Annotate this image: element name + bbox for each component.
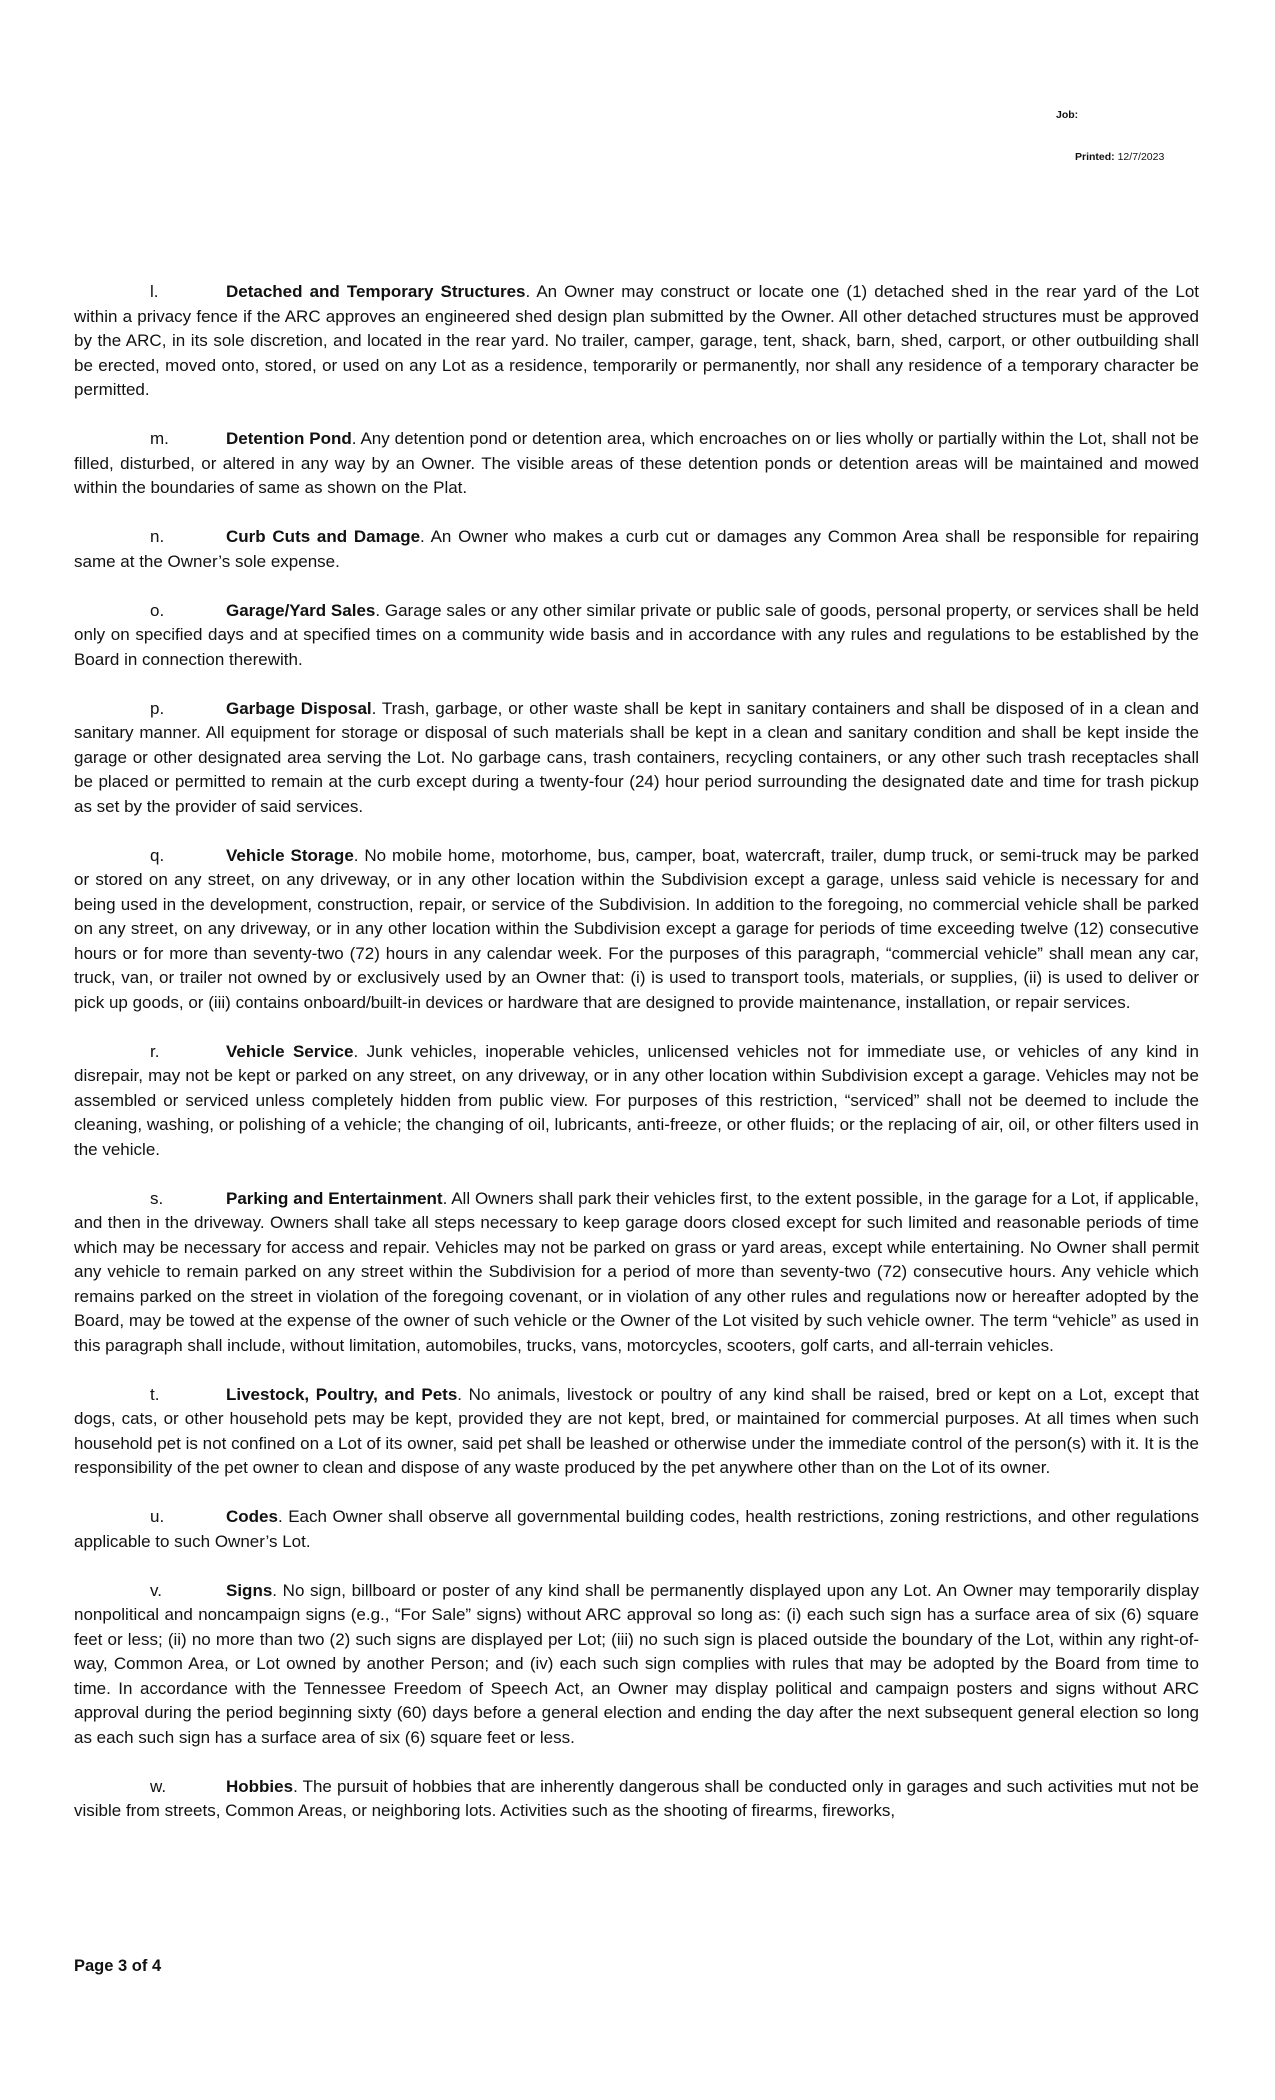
section-letter: r. bbox=[150, 1041, 160, 1061]
section-letter: s. bbox=[150, 1188, 164, 1208]
section-letter: t. bbox=[150, 1384, 160, 1404]
header-job-label bbox=[1056, 109, 1078, 121]
section-q bbox=[74, 844, 1199, 1016]
section-m bbox=[74, 427, 1199, 501]
section-letter: o. bbox=[150, 600, 165, 620]
section-letter: p. bbox=[150, 698, 165, 718]
section-body: . An Owner who makes a curb cut or damages any Common Area shall be responsible for repairing same at the Owner’s sole expense. bbox=[74, 527, 1199, 571]
section-body: . No mobile home, motorhome, bus, camper, boat, watercraft, trailer, dump truck, or semi-truck may be parked or stored on any street, on any driveway, or in any other location within the Subdivision except a garage, unless said vehicle is necessary for and being used in the development, construction, repair, or service of the Subdivision. In addition to the foregoing, no commercial vehicle shall be parked on any street, on any driveway, or in any other location within the Subdivision except a garage for periods of time exceeding twelve (12) consecutive hours or for more than seventy-two (72) hours in any calendar week. For the purposes of this paragraph, “commercial vehicle” shall mean any car, truck, van, or trailer not owned by or exclusively used by an Owner that: (i) is used to transport tools, materials, or supplies, (ii) is used to deliver or pick up goods, or (iii) contains onboard/built-in devices or hardware that are designed to provide maintenance, installation, or repair services. bbox=[74, 845, 1199, 1012]
section-letter: q. bbox=[150, 845, 165, 865]
section-w bbox=[74, 1775, 1199, 1824]
section-heading: Detached and Temporary Structures bbox=[226, 282, 526, 301]
section-body: . Any detention pond or detention area, which encroaches on or lies wholly or partially within the Lot, shall not be filled, disturbed, or altered in any way by an Owner. The visible areas of these detention ponds or detention areas will be maintained and mowed within the boundaries of same as shown on the Plat. bbox=[74, 429, 1199, 497]
section-letter: u. bbox=[150, 1507, 165, 1526]
section-heading: Garage/Yard Sales bbox=[226, 600, 376, 620]
section-body: . All Owners shall park their vehicles first, to the extent possible, in the garage for a Lot, if applicable, and then in the driveway. Owners shall take all steps necessary to keep garage doors closed except for such limited and reasonable periods of time which may be necessary for access and repair. Vehicles may not be parked on grass or yard areas, except while entertaining. No Owner shall permit any vehicle to remain parked on any street within the Subdivision for a period of more than seventy-two (72) consecutive hours. Any vehicle which remains parked on the street in violation of the foregoing covenant, or in violation of any other rules and regulations now or hereafter adopted by the Board, may be towed at the expense of the owner of such vehicle or the Owner of the Lot visited by such vehicle owner. The term “vehicle” as used in this paragraph shall include, without limitation, automobiles, trucks, vans, motorcycles, scooters, golf carts, and all-terrain vehicles. bbox=[74, 1188, 1199, 1355]
section-o bbox=[74, 599, 1199, 673]
section-body: . No sign, billboard or poster of any kind shall be permanently displayed upon any Lot. An Owner may temporarily display nonpolitical and noncampaign signs (e.g., “For Sale” signs) without ARC approval so long as: (i) each such sign has a surface area of six (6) square feet or less; (ii) no more than two (2) such signs are displayed per Lot; (iii) no such sign is placed outside the boundary of the Lot, within any right-of-way, Common Area, or Lot owned by another Person; and (iv) each such sign complies with rules that may be adopted by the Board from time to time. In accordance with the Tennessee Freedom of Speech Act, an Owner may display political and campaign posters and signs without ARC approval during the period beginning sixty (60) days before a general election and ending the day after the next subsequent general election so long as each such sign has a surface area of six (6) square feet or less. bbox=[74, 1580, 1199, 1747]
section-body: . An Owner may construct or locate one (1) detached shed in the rear yard of the Lot within a privacy fence if the ARC approves an engineered shed design plan submitted by the Owner. All other detached structures must be approved by the ARC, in its sole discretion, and located in the rear yard. No trailer, camper, garage, tent, shack, barn, shed, carport, or other outbuilding shall be erected, moved onto, stored, or used on any Lot as a residence, temporarily or permanently, nor shall any residence of a temporary character be permitted. bbox=[74, 282, 1200, 399]
section-heading: Parking and Entertainment bbox=[226, 1188, 443, 1208]
page-number: Page 3 of 4 bbox=[74, 1957, 162, 1975]
section-s bbox=[74, 1187, 1199, 1359]
section-heading: Detention Pond bbox=[226, 429, 352, 448]
job-label: Job: bbox=[1056, 109, 1079, 121]
section-body: . Each Owner shall observe all governmental building codes, health restrictions, zoning restrictions, and other regulations applicable to such Owner’s Lot. bbox=[74, 1507, 1199, 1551]
section-heading: Vehicle Storage bbox=[226, 845, 354, 865]
section-body: . Junk vehicles, inoperable vehicles, unlicensed vehicles not for immediate use, or vehicles of any kind in disrepair, may not be kept or parked on any street, on any driveway, or in any other location within Subdivision except a garage. Vehicles may not be assembled or serviced unless completely hidden from public view. For purposes of this restriction, “serviced” shall not be deemed to include the cleaning, washing, or polishing of a vehicle; the changing of oil, lubricants, anti-freeze, or other fluids; or the replacing of air, oil, or other filters used in the vehicle. bbox=[74, 1041, 1199, 1159]
section-heading: Hobbies bbox=[226, 1776, 294, 1796]
section-body: . Trash, garbage, or other waste shall be kept in sanitary containers and shall be disposed of in a clean and sanitary manner. All equipment for storage or disposal of such materials shall be kept in a clean and sanitary condition and shall be kept inside the garage or other designated area serving the Lot. No garbage cans, trash containers, recycling containers, or any other such trash receptacles shall be placed or permitted to remain at the curb except during a twenty-four (24) hour period surrounding the designated date and time for trash pickup as set by the provider of said services. bbox=[74, 698, 1199, 816]
section-n bbox=[74, 525, 1199, 574]
section-letter: w. bbox=[150, 1776, 167, 1796]
printed-date: 12/7/2023 bbox=[1117, 151, 1165, 163]
section-heading: Codes bbox=[226, 1507, 278, 1526]
printed-label: Printed: bbox=[1075, 151, 1115, 163]
section-heading: Curb Cuts and Damage bbox=[226, 527, 421, 546]
header-printed bbox=[1075, 151, 1164, 163]
section-p bbox=[74, 697, 1199, 820]
section-body: . Garage sales or any other similar private or public sale of goods, personal property, or services shall be held only on specified days and at specified times on a community wide basis and in accordance with any rules and regulations to be established by the Board in connection therewith. bbox=[74, 600, 1199, 669]
section-heading: Vehicle Service bbox=[226, 1041, 354, 1061]
document-body bbox=[74, 280, 1199, 1848]
section-heading: Livestock, Poultry, and Pets bbox=[226, 1384, 458, 1404]
section-letter: v. bbox=[150, 1580, 162, 1600]
section-t bbox=[74, 1383, 1199, 1481]
section-letter: l. bbox=[150, 282, 159, 301]
section-l bbox=[74, 280, 1199, 403]
section-body: . The pursuit of hobbies that are inherently dangerous shall be conducted only in garages and such activities mut not be visible from streets, Common Areas, or neighboring lots. Activities such as the shooting of firearms, fireworks, bbox=[74, 1776, 1199, 1820]
section-r bbox=[74, 1040, 1199, 1163]
section-heading: Signs bbox=[226, 1580, 273, 1600]
section-heading: Garbage Disposal bbox=[226, 698, 372, 718]
section-v bbox=[74, 1579, 1199, 1751]
section-letter: m. bbox=[150, 429, 169, 448]
section-letter: n. bbox=[150, 527, 165, 546]
section-body: . No animals, livestock or poultry of any kind shall be raised, bred or kept on a Lot, except that dogs, cats, or other household pets may be kept, provided they are not kept, bred, or maintained for commercial purposes. At all times when such household pet is not confined on a Lot of its owner, said pet shall be leashed or otherwise under the immediate control of the person(s) with it. It is the responsibility of the pet owner to clean and dispose of any waste produced by the pet anywhere other than on the Lot of its owner. bbox=[74, 1384, 1199, 1477]
section-u bbox=[74, 1505, 1199, 1554]
